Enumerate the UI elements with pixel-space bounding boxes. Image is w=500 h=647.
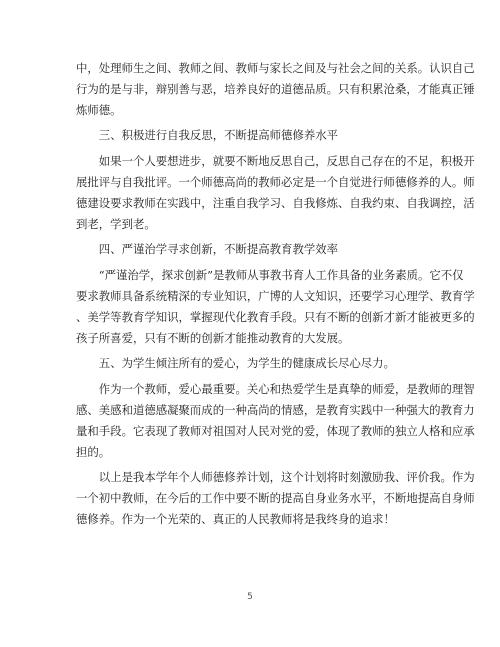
text-line: 作为一个教师，爱心最重要。关心和热爱学生是真挚的师爱，是教师的理智	[98, 382, 475, 397]
text-line: 要求教师具备系统精深的专业知识，广博的人文知识，还要学习心理学、教育学	[76, 288, 475, 303]
document-body	[76, 58, 475, 535]
heading-text: 三、积极进行自我反思，不断提高师德修养水平	[98, 128, 339, 143]
text-line: 展批评与自我批评。一个师德高尚的教师必定是一个自觉进行师德修养的人。师	[76, 174, 475, 189]
text-line: “严谨治学，探求创新”是教师从事教书育人工作具备的业务素质。它不仅	[98, 268, 464, 283]
text-line: 炼师德。	[76, 102, 122, 117]
text-line: 感、美感和道德感凝聚而成的一种高尚的情感，是教育实践中一种强大的教育力	[76, 402, 475, 417]
text-line: 一个初中教师，在今后的工作中要不断的提高自身业务水平，不断地提高自身师	[76, 491, 475, 506]
section-heading-5	[76, 353, 424, 374]
text-line: 量和手段。它表现了教师对祖国对人民对党的爱，体现了教师的独立人格和应承	[76, 423, 475, 438]
section-heading-4	[76, 239, 424, 260]
paragraph-innovation	[76, 265, 475, 348]
heading-text: 五、为学生倾注所有的爱心，为学生的健康成长尽心尽力。	[98, 356, 395, 371]
text-line: 到老，学到老。	[76, 216, 156, 231]
section-heading-3	[76, 125, 424, 146]
text-line: 担的。	[76, 444, 111, 459]
paragraph-conclusion	[76, 467, 475, 529]
paragraph-self-reflection	[76, 151, 475, 234]
text-line: 德修养。作为一个光荣的、真正的人民教师将是我终身的追求！	[76, 511, 395, 526]
text-line: 德建设要求教师在实践中，注重自我学习、自我修炼、自我约束、自我调控，活	[76, 195, 475, 210]
text-line: 中，处理师生之间、教师之间、教师与家长之间及与社会之间的关系。认识自己	[76, 61, 475, 75]
text-line: 、美学等教育学知识，掌握现代化教育手段。只有不断的创新才新才能被更多的	[76, 309, 475, 324]
text-line: 孩子所喜爱，只有不断的创新才能推动教育的大发展。	[76, 330, 350, 345]
page-number: 5	[247, 592, 253, 602]
heading-text: 四、严谨治学寻求创新，不断提高教育教学效率	[98, 242, 339, 257]
text-line: 行为的是与非，辩别善与恶，培养良好的道德品质。只有积累沧桑，才能真正锤	[76, 81, 475, 96]
text-line: 如果一个人要想进步，就要不断地反思自己，反思自己存在的不足，积极开	[98, 154, 475, 169]
paragraph-continuation	[76, 58, 475, 120]
text-line: 以上是我本学年个人师德修养计划，这个计划将时刻激励我、评价我。作为	[98, 470, 475, 485]
paragraph-love	[76, 379, 475, 462]
